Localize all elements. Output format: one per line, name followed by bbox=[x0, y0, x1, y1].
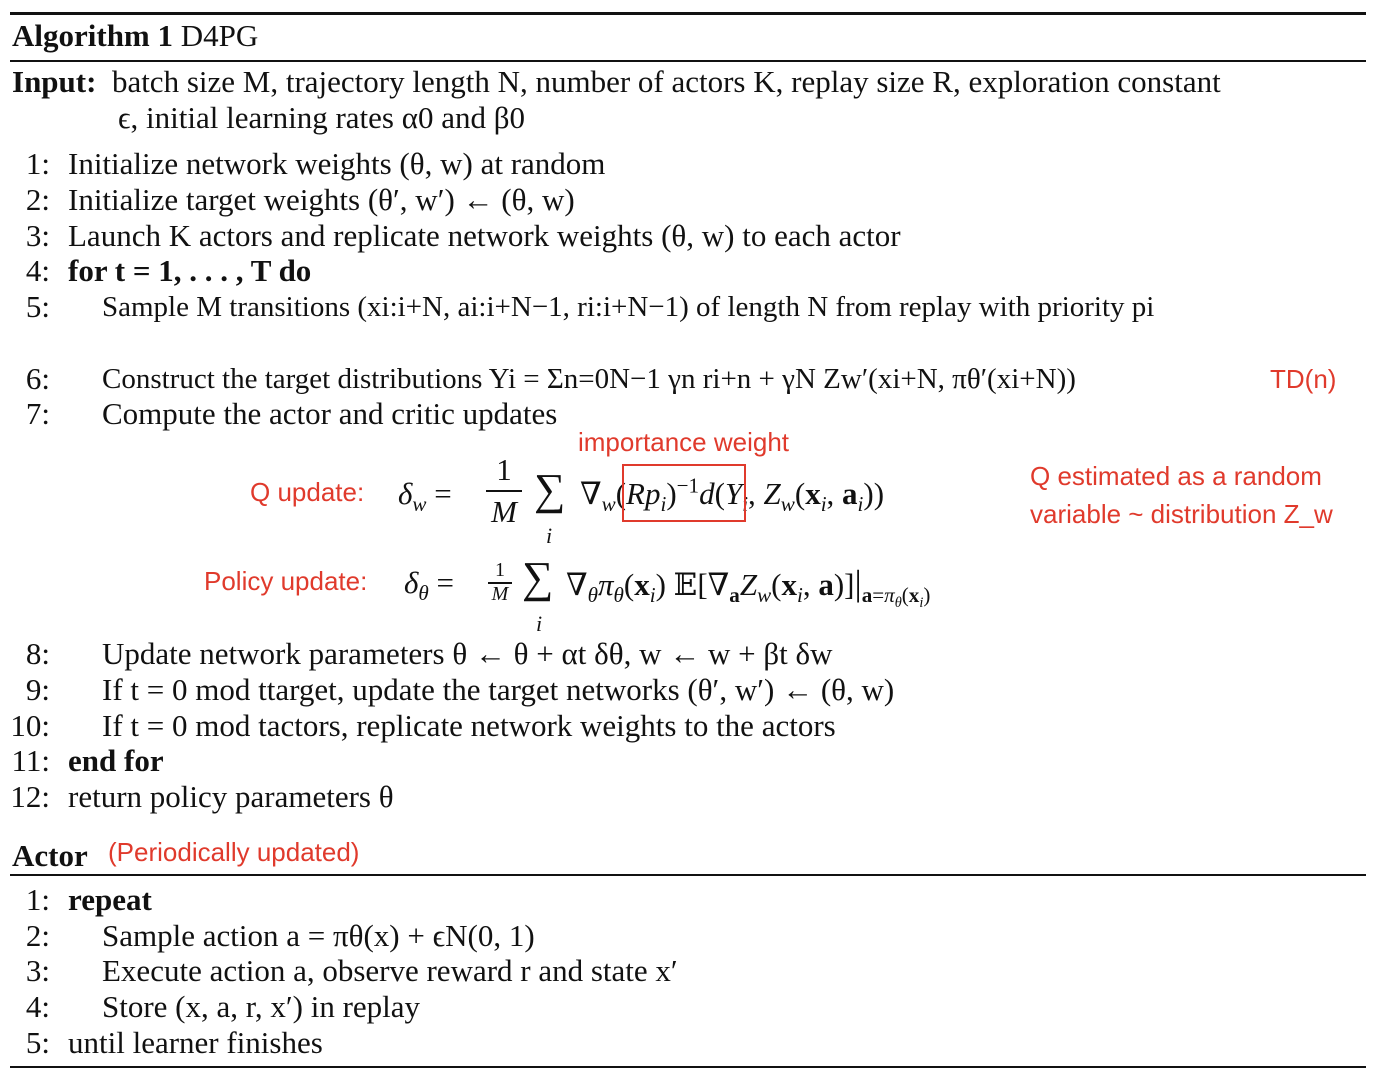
step-11-text: end for bbox=[68, 743, 164, 778]
step-5-number: 5: bbox=[25, 289, 50, 324]
q-update-lhs: $\delta_w$ = bbox=[398, 476, 452, 517]
importance-weight-box bbox=[622, 464, 746, 522]
step-7-text: Compute the actor and critic updates bbox=[102, 396, 558, 431]
bottom-rule bbox=[10, 1066, 1366, 1068]
policy-update-lhs: $\delta_\theta$ = bbox=[404, 565, 455, 606]
step-12-number: 12: bbox=[10, 779, 50, 814]
header-rule bbox=[10, 60, 1366, 62]
policy-frac-denominator: M bbox=[491, 583, 509, 605]
q-frac-denominator: M bbox=[491, 494, 517, 529]
input-line-2 bbox=[118, 100, 525, 136]
actor-step-4-number: 4: bbox=[25, 989, 50, 1024]
algorithm-title bbox=[12, 18, 258, 54]
policy-update-rhs: $\nabla_\theta\pi_\theta(x_i)$ $𝔼[\nabla_aZ_w(x_i$, $a)]|_{a=\pi_\theta(x_i)}$ bbox=[566, 563, 931, 612]
q-frac-numerator: 1 bbox=[496, 452, 512, 487]
step-2-text: Initialize target weights (θ′, w′) ← (θ, w) bbox=[68, 182, 575, 217]
periodically-updated-annotation: (Periodically updated) bbox=[108, 837, 360, 867]
step-8-number: 8: bbox=[25, 636, 50, 671]
step-6-number: 6: bbox=[25, 361, 50, 396]
input-text-2: ϵ, initial learning rates α0 and β0 bbox=[118, 100, 525, 135]
q-sum-index: i bbox=[546, 523, 553, 548]
policy-sum-symbol: ∑ bbox=[522, 553, 554, 602]
step-7-number: 7: bbox=[25, 396, 50, 431]
q-update-label: Q update: bbox=[250, 477, 365, 507]
step-5-text: Sample M transitions (xi:i+N, ai:i+N−1, ri:i+N−1) of length N from replay with priority pi bbox=[102, 291, 1155, 323]
algorithm-name: D4PG bbox=[180, 18, 259, 53]
step-2-number: 2: bbox=[25, 182, 50, 217]
step-10-text: If t = 0 mod tactors, replicate network weights to the actors bbox=[102, 708, 836, 743]
q-estimated-line-2: variable ~ distribution Z_w bbox=[1030, 499, 1333, 529]
actor-step-3-text: Execute action a, observe reward r and state x′ bbox=[102, 953, 678, 988]
policy-update-fraction bbox=[486, 560, 514, 604]
step-8-text: Update network parameters θ ← θ + αt δθ, w ← w + βt δw bbox=[102, 636, 833, 671]
input-label: Input: bbox=[12, 64, 97, 99]
step-3-number: 3: bbox=[25, 218, 50, 253]
q-update-fraction bbox=[484, 452, 524, 530]
q-update-rhs: $\nabla_w(Rp_i)^{-1}d(Y_i$, $Z_w(x_i$, $a_i$)) bbox=[580, 473, 885, 517]
policy-update-label: Policy update: bbox=[204, 566, 368, 596]
step-3-text: Launch K actors and replicate network weights (θ, w) to each actor bbox=[68, 218, 901, 253]
algorithm-label: Algorithm 1 bbox=[12, 18, 174, 53]
step-12-text: return policy parameters θ bbox=[68, 779, 394, 814]
actor-rule bbox=[10, 874, 1366, 876]
top-rule bbox=[10, 12, 1366, 15]
q-estimated-line-1: Q estimated as a random bbox=[1030, 461, 1322, 491]
policy-frac-numerator: 1 bbox=[495, 559, 505, 581]
importance-weight-annotation: importance weight bbox=[578, 427, 789, 457]
td-n-annotation: TD(n) bbox=[1270, 364, 1337, 394]
step-4-text: for t = 1, . . . , T do bbox=[68, 253, 312, 288]
actor-title: Actor bbox=[12, 838, 88, 873]
q-frac-bar bbox=[486, 490, 522, 492]
actor-step-3-number: 3: bbox=[25, 953, 50, 988]
policy-sum-index: i bbox=[536, 611, 543, 636]
actor-step-5-number: 5: bbox=[25, 1025, 50, 1060]
step-9-text: If t = 0 mod ttarget, update the target networks (θ′, w′) ← (θ, w) bbox=[102, 672, 895, 707]
step-10-number: 10: bbox=[10, 708, 50, 743]
actor-step-1-number: 1: bbox=[25, 882, 50, 917]
step-1-text: Initialize network weights (θ, w) at random bbox=[68, 146, 606, 181]
input-line-1 bbox=[12, 64, 1221, 100]
step-4-number: 4: bbox=[25, 253, 50, 288]
actor-step-4-text: Store (x, a, r, x′) in replay bbox=[102, 989, 421, 1024]
actor-step-5-text: until learner finishes bbox=[68, 1025, 323, 1060]
q-sum-symbol: ∑ bbox=[534, 465, 566, 514]
actor-step-2-number: 2: bbox=[25, 918, 50, 953]
step-1-number: 1: bbox=[25, 146, 50, 181]
input-text-1: batch size M, trajectory length N, number of actors K, replay size R, exploration constant bbox=[111, 64, 1221, 99]
step-11-number: 11: bbox=[11, 743, 50, 778]
step-9-number: 9: bbox=[25, 672, 50, 707]
step-6-text: Construct the target distributions Yi = Σn=0N−1 γn ri+n + γN Zw′(xi+N, πθ′(xi+N)) bbox=[102, 363, 1076, 395]
actor-step-2-text: Sample action a = πθ(x) + ϵN(0, 1) bbox=[102, 918, 535, 953]
actor-step-1-text: repeat bbox=[68, 882, 152, 917]
